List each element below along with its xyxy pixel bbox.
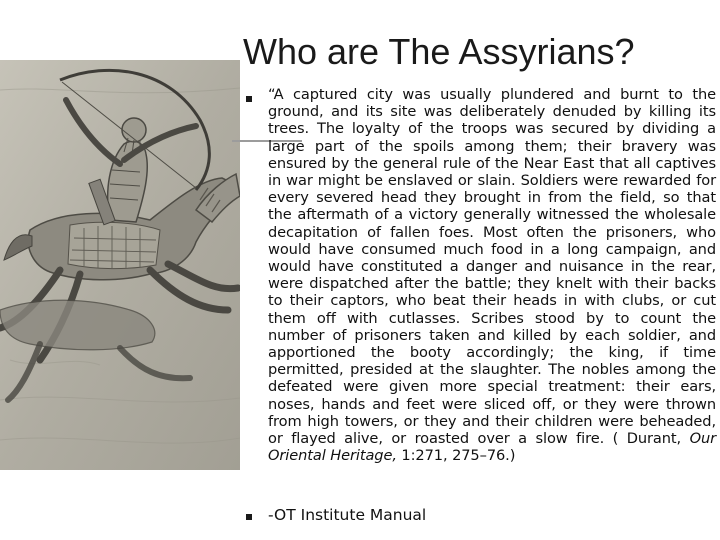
relief-illustration — [0, 60, 240, 470]
source-credit: -OT Institute Manual — [268, 506, 427, 524]
citation-open: ( Durant, — [604, 430, 690, 448]
square-bullet-icon — [246, 96, 252, 102]
citation-book-title: Our Oriental Heritage, — [268, 430, 717, 465]
assyrian-relief-image — [0, 60, 240, 470]
square-bullet-icon — [246, 514, 252, 520]
durant-quote — [268, 86, 716, 464]
slide-title: Who are The Assyrians? — [243, 31, 635, 72]
citation-close: 1:271, 275–76.) — [396, 447, 516, 465]
quote-text: “A captured city was usually plundered and burnt to the ground, and its site was deliberately denuded by killing its trees. The loyalty of the troops was secured by dividing a large part of the spoils among them; their bravery was ensured by the general rule of the Near East that all captives in war might be enslaved or slain. Soldiers were rewarded for every severed head they brought in from the field, so that the aftermath of a victory generally witnessed the wholesale decapitation of fallen foes. Most often the prisoners, who would have consumed much food in a long campaign, and would have constituted a danger and nuisance in the rear, were dispatched after the battle; they knelt with their backs to their captors, who beat their heads in with clubs, or cut them off with cutlasses. Scribes stood by to count the number of prisoners taken and killed by each soldier, and apportioned the booty accordingly; the king, if time permitted, presided at the slaughter. The nobles among the defeated were given more special treatment: their ears, noses, hands and feet were sliced off, or they were thrown from high towers, or they and their children were beheaded, or flayed alive, or roasted over a slow fire. — [268, 86, 716, 448]
